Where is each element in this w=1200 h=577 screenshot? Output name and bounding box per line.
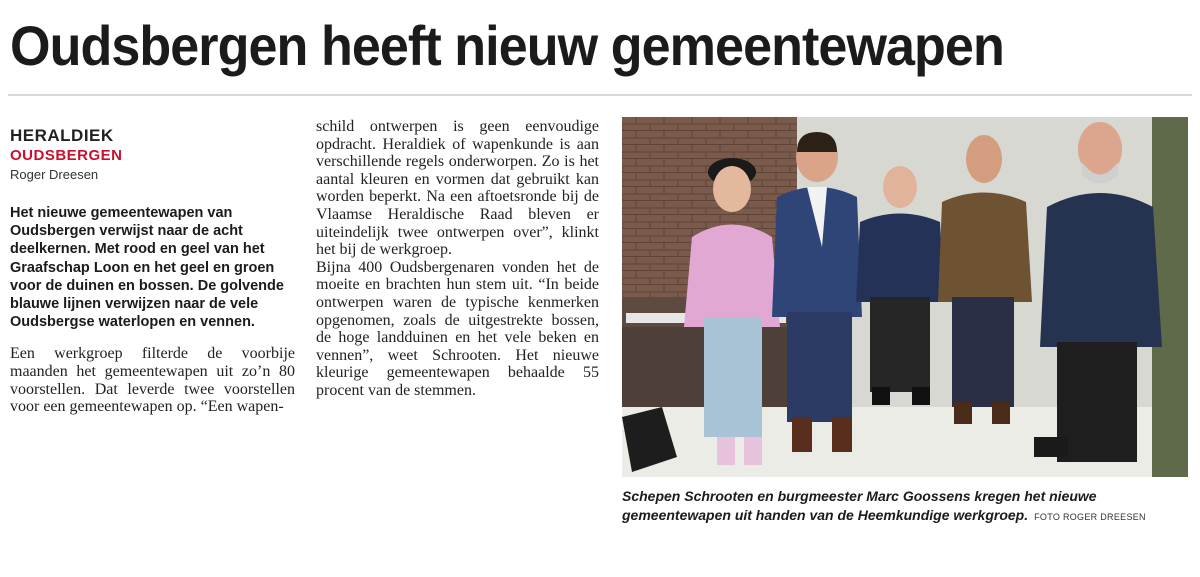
headline-divider bbox=[8, 94, 1192, 96]
caption-text: Schepen Schrooten en burgmeester Marc Goossens kregen het nieuwe gemeentewapen uit handen van de Heemkundige werkgroep. bbox=[622, 488, 1097, 523]
column-2 bbox=[316, 118, 599, 400]
article-photo bbox=[622, 117, 1188, 477]
body-paragraph-2: schild ontwerpen is geen eenvoudige opdracht. Heraldiek of wapenkunde is aan verschillende regels onderworpen. Zo is het aantal kleuren en vormen dat gebruikt kan worden beperkt. Na een aftoetsronde bij de Vlaamse Heraldische Raad bleven er uiteindelijk twee ontwerpen over”, klinkt het bij de werkgroep. bbox=[316, 118, 599, 259]
lead-paragraph: Het nieuwe gemeentewapen van Oudsbergen verwijst naar de acht deelkernen. Met rood en geel van het Graafschap Loon en het geel en groen voor de duinen en bossen. De golvende blauwe lijnen verwijzen naar de vele Oudsbergse waterlopen en vennen. bbox=[10, 205, 284, 331]
photo-caption bbox=[622, 487, 1188, 526]
location-label: OUDSBERGEN bbox=[10, 147, 123, 164]
headline: Oudsbergen heeft nieuw gemeentewapen bbox=[10, 14, 1004, 77]
author-byline: Roger Dreesen bbox=[10, 167, 99, 182]
kicker: HERALDIEK bbox=[10, 126, 114, 145]
photo-credit: FOTO ROGER DREESEN bbox=[1034, 511, 1146, 522]
group-photo-illustration bbox=[622, 117, 1188, 477]
column-1 bbox=[10, 126, 295, 416]
body-paragraph-3: Bijna 400 Oudsbergenaren vonden het de moeite en brachten hun stem uit. “In beide ontwerpen waren de typische kenmerken opgenomen, zoals de uitgestrekte bossen, de hoge landduinen en het vele beken en vennen”, weet Schrooten. Het nieuwe kleurige gemeentewapen behaalde 55 procent van de stemmen. bbox=[316, 258, 599, 399]
body-paragraph-1: Een werkgroep filterde de voorbije maanden het gemeentewapen uit zo’n 80 voorstellen. Dat leverde twee voorstellen voor een gemeentewapen op. “Een wapen- bbox=[10, 345, 295, 416]
